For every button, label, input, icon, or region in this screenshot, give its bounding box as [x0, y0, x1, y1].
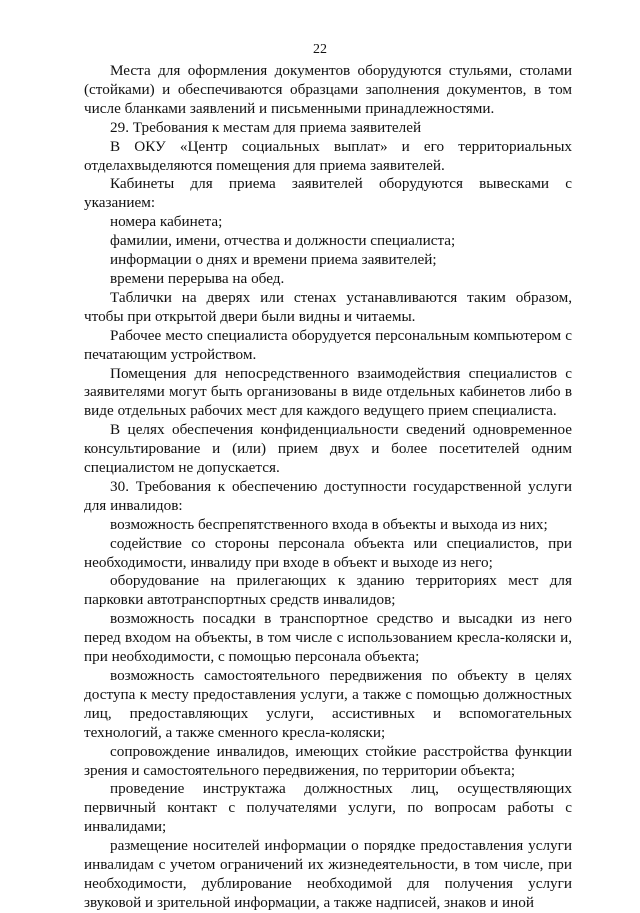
list-item-staff-briefing: проведение инструктажа должностных лиц, осуществляющих первичный контакт с получателями услуги, по вопросам работы с инвалидами;: [84, 780, 572, 836]
document-body: [84, 62, 572, 913]
list-item-vehicle-boarding: возможность посадки в транспортное средство и высадки из него перед входом на объекты, в том числе с использованием кресла-коляски и, при необходимости, с помощью персонала объекта;: [84, 610, 572, 666]
list-item-specialist-name: фамилии, имени, отчества и должности специалиста;: [110, 232, 456, 250]
paragraph-document-places: Места для оформления документов оборудуются стульями, столами (стойками) и обеспечиваются образцами заполнения документов, в том числе бланками заявлений и письменными принадлежностями.: [84, 62, 572, 117]
list-item-free-entry: возможность беспрепятственного входа в объекты и выхода из них;: [110, 515, 548, 533]
list-item-escort: сопровождение инвалидов, имеющих стойкие расстройства функции зрения и самостоятельного передвижения, по территории объекта;: [84, 742, 572, 779]
paragraph-confidentiality: В целях обеспечения конфиденциальности сведений одновременное консультирование и (или) прием двух и более посетителей одним специалистом не допускается.: [84, 421, 572, 477]
list-item-information-carriers: размещение носителей информации о порядке предоставления услуги инвалидам с учетом ограничений их жизнедеятельности, в том числе, при необходимости, дублирование необходимой для получения услуги звуковой и зрительной информации, а также надписей, знаков и иной: [84, 837, 572, 911]
list-item-staff-assistance: содействие со стороны персонала объекта или специалистов, при необходимости, инвалиду при входе в объект и выходе из него;: [84, 534, 572, 571]
section-30-heading: 30. Требования к обеспечению доступности государственной услуги для инвалидов:: [84, 477, 572, 514]
list-item-reception-schedule: информации о днях и времени приема заявителей;: [110, 251, 437, 269]
paragraph-cabinets-signs: Кабинеты для приема заявителей оборудуются вывесками с указанием:: [84, 175, 572, 212]
page-number: 22: [313, 42, 327, 57]
paragraph-oku-premises: В ОКУ «Центр социальных выплат» и его территориальных отделахвыделяются помещения для приема заявителей.: [84, 137, 572, 174]
paragraph-workplace-computer: Рабочее место специалиста оборудуется персональным компьютером с печатающим устройством.: [84, 326, 572, 363]
list-item-lunch-break: времени перерыва на обед.: [110, 269, 285, 287]
paragraph-interaction-rooms: Помещения для непосредственного взаимодействия специалистов с заявителями могут быть организованы в виде отдельных кабинетов либо в виде отдельных рабочих мест для каждого ведущего прием специалиста.: [84, 364, 572, 420]
section-29-heading: 29. Требования к местам для приема заявителей: [110, 118, 422, 136]
list-item-independent-movement: возможность самостоятельного передвижения по объекту в целях доступа к месту предоставления услуги, а также с помощью должностных лиц, предоставляющих услуги, ассистивных и вспомогательных технологий, а также сменного кресла-коляски;: [84, 667, 572, 741]
paragraph-door-plates: Таблички на дверях или стенах устанавливаются таким образом, чтобы при открытой двери были видны и читаемы.: [84, 288, 572, 325]
list-item-cabinet-number: номера кабинета;: [110, 213, 223, 231]
list-item-parking: оборудование на прилегающих к зданию территориях мест для парковки автотранспортных средств инвалидов;: [84, 572, 572, 609]
